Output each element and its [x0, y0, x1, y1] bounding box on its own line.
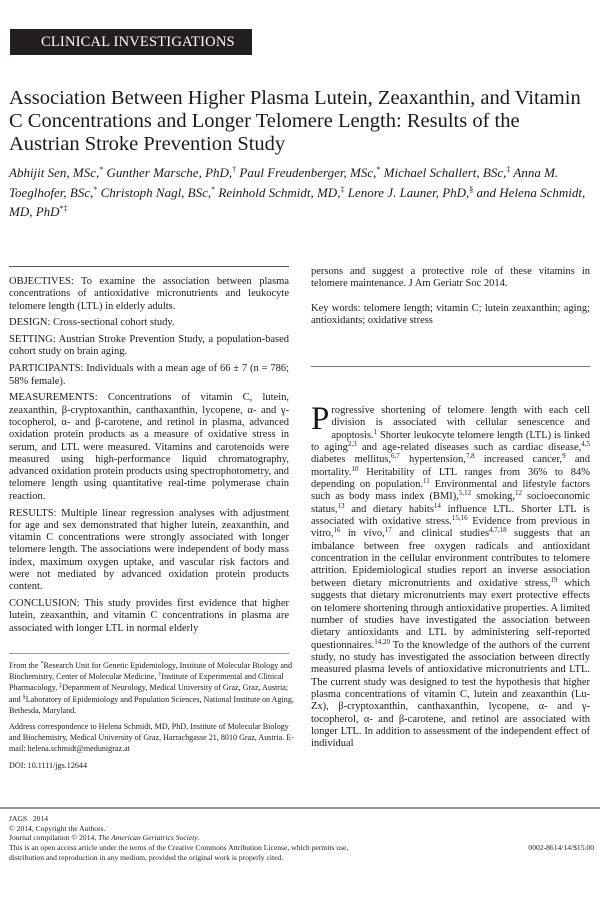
citation-ref: 14,20 [374, 637, 391, 646]
footer-divider [0, 807, 600, 809]
author-name: Christoph Nagl, BSc, [100, 184, 212, 200]
issn-price: 0002-8614/14/$15.00 [528, 843, 594, 852]
affiliation-mark: * [376, 165, 381, 174]
abstract-measurements: MEASUREMENTS: Concentrations of vitamin C, lutein, zeaxanthin, β-cryptoxanthin, canthaxanthin, lycopene, α- and γ-tocopherol, α- and β-carotene, and retinol in plasma, advanced oxidation protein products as a measure of oxidative stress in serum, and LTL were measured. Vitamins and carotenoids were measured using high-performance liquid chromatography, advanced oxidation protein products using spectrophotometry, and telomere length using quantitative real-time polymerase chain reaction. [9, 392, 289, 502]
citation-ref: 16 [333, 526, 341, 535]
citation-ref: 5,12 [458, 489, 472, 498]
author-name: Anna M. Toeglhofer, BSc, [9, 165, 559, 200]
affiliation-mark: * [211, 184, 216, 194]
affiliation-mark: *‡ [59, 204, 68, 213]
affiliation-mark: § [469, 184, 474, 194]
doi: DOI: 10.1111/jgs.12644 [9, 760, 88, 770]
author-list [9, 163, 594, 222]
abstract-right-column [311, 266, 590, 327]
citation-ref: 2,3 [347, 440, 357, 449]
affiliation-text: From the *Research Unit for Genetic Epidemiology, Institute of Molecular Biology and Biochemistry, Center of Molecular Medicine, †Institute of Experimental and Clinical Pharmacology, ‡Department of Neurology, Medical University of Graz, Graz, Austria; and §Laboratory of Epidemiology and Population Sciences, National Institute on Aging, Bethesda, Maryland. [9, 661, 294, 715]
author-name: Lenore J. Launer, PhD, [347, 184, 470, 200]
abstract-left-column [9, 276, 289, 640]
abstract-conclusion-continued: persons and suggest a protective role of these vitamins in telomere maintenance. J Am Geriatr Soc 2014. [311, 266, 590, 290]
affiliations [9, 660, 294, 776]
drop-cap: P [311, 401, 330, 437]
section-label: CLINICAL INVESTIGATIONS [10, 29, 252, 55]
affiliation-mark: § [22, 694, 26, 701]
abstract-objectives: OBJECTIVES: To examine the association between plasma concentrations of antioxidative micronutrients and leukocyte telomere length (LTL) in elderly adults. [9, 276, 289, 312]
introduction-paragraph: Progressive shortening of telomere length with each cell division is associated with cellular senescence and apoptosis.$^1$ Shorter leukocyte telomere length (LTL) is linked to aging$^{2,3}$ and age-related diseases such as cardiac disease,$^{4,5}$ diabetes mellitus,$^{6,7}$ hypertension,$^{7,8}$ increased cancer,$^9$ and mortality.$^{10}$ Heritability of LTL ranges from 36% to 84% depending on population.$^{11}$ Environmental and lifestyle factors such as body mass index (BMI),$^{5,12}$ smoking,$^{12}$ socioeconomic status,$^{13}$ and dietary habits$^{14}$ influence LTL. Shorter LTL is associated with oxidative stress.$^{15,16}$ Evidence from previous in vitro,$^{16}$ in vivo,$^{17}$ and clinical studies$^{4,7,18}$ suggests that an imbalance between free oxygen radicals and antioxidant concentration in the cellular environment contributes to telomere attrition. Epidemiological studies report an inverse association between dietary micronutrients and oxidative stress,$^{19}$ which suggests that dietary micronutrients may exert protective effects on telomere shortening through antioxidative properties. A limited number of studies have investigated the association between dietary antioxidants and LTL by administering self-reported questionnaires.$^{14,20}$ To the knowledge of the authors of the current study, no study has investigated the association between directly measured plasma levels of antioxidative micronutrients and LTL. The current study was designed to test the hypothesis that higher plasma concentrations of vitamin C, lutein and zeaxanthin (Lu-Zx), β-cryptoxanthin, canthaxanthin, lycopene, α- and γ-tocopherol, α- and β-carotene, and retinol are associated with longer LTL. In addition to assessment of the independent effect of individual [311, 401, 591, 750]
introduction-body [311, 401, 591, 751]
affiliation-mark: * [99, 165, 104, 174]
abstract-conclusion: CONCLUSION: This study provides first evidence that higher lutein, zeaxanthin, and vitamin C concentrations in plasma are associated with longer LTL in normal elderly [9, 598, 289, 634]
affiliation-mark: ‡ [506, 165, 511, 174]
citation-ref: 6,7 [391, 452, 400, 461]
abstract-divider [9, 266, 289, 267]
affiliation-mark: * [93, 184, 98, 194]
affiliation-mark: † [232, 165, 237, 174]
citation-ref: 14 [433, 501, 441, 510]
author-name: Reinhold Schmidt, MD, [218, 184, 341, 200]
license-line-2: distribution and reproduction in any medium, provided the original work is properly cited. [9, 852, 284, 862]
abstract-participants: PARTICIPANTS: Individuals with a mean age of 66 ± 7 (n = 786; 58% female). [9, 363, 289, 387]
affiliation-mark: ‡ [340, 184, 345, 194]
citation-ref: 4,7,18 [489, 526, 507, 535]
abstract-end-divider [311, 366, 590, 367]
article-title: Association Between Higher Plasma Lutein, Zeaxanthin, and Vitamin C Concentrations and Longer Telomere Length: Results of the Austrian Stroke Prevention Study [9, 87, 581, 155]
author-name: Michael Schallert, BSc, [383, 165, 507, 180]
correspondence: Address correspondence to Helena Schmidt, MD, PhD, Institute of Molecular Biology and Biochemistry, Medical University of Graz, Harrachgasse 21, 8010 Graz, Austria. E-mail: helena.schmidt@medunigraz.at [9, 722, 294, 754]
affiliation-mark: ‡ [59, 683, 63, 690]
citation-ref: 11 [422, 477, 430, 486]
citation-ref: 15,16 [451, 514, 468, 523]
author-name: Gunther Marsche, PhD, [106, 165, 233, 180]
copyright: © 2014, Copyright the Authors. [9, 823, 106, 833]
citation-ref: 19 [550, 575, 558, 584]
affiliation-mark: † [158, 672, 162, 679]
abstract-setting: SETTING: Austrian Stroke Prevention Study, a population-based cohort study on brain aging. [9, 334, 289, 358]
citation-ref: 1 [373, 427, 378, 436]
abstract-results: RESULTS: Multiple linear regression analyses with adjustment for age and sex demonstrated that higher lutein, zeaxanthin, and vitamin C concentrations were strongly associated with longer telomere length. The associations were independent of body mass index, maximum oxygen uptake, and vascular risk factors and were not mediated by advanced oxidation protein products content. [9, 507, 289, 593]
author-name: and Helena Schmidt, MD, PhD [9, 184, 586, 219]
author-name: Paul Freudenberger, MSc, [239, 165, 377, 180]
keywords: Key words: telomere length; vitamin C; lutein zeaxanthin; aging; antioxidants; oxidative stress [311, 302, 590, 326]
citation-ref: 10 [351, 464, 359, 473]
abstract-design: DESIGN: Cross-sectional cohort study. [9, 317, 175, 329]
journal-line: JAGS 2014 [9, 814, 49, 823]
citation-ref: 9 [562, 452, 566, 461]
citation-ref: 4,5 [581, 440, 590, 449]
journal-compilation: Journal compilation © 2014, The American Geriatrics Society. [9, 833, 200, 843]
page-footer [9, 814, 594, 863]
affiliation-mark: * [40, 661, 44, 667]
author-name: Abhijit Sen, MSc, [9, 165, 100, 180]
citation-ref: 12 [515, 489, 522, 498]
citation-ref: 13 [337, 501, 345, 510]
citation-ref: 17 [384, 526, 392, 535]
license-line-1: This is an open access article under the terms of the Creative Commons Attribution License, which permits use, [9, 843, 349, 853]
affiliations-divider [9, 653, 289, 654]
citation-ref: 7,8 [465, 452, 475, 461]
